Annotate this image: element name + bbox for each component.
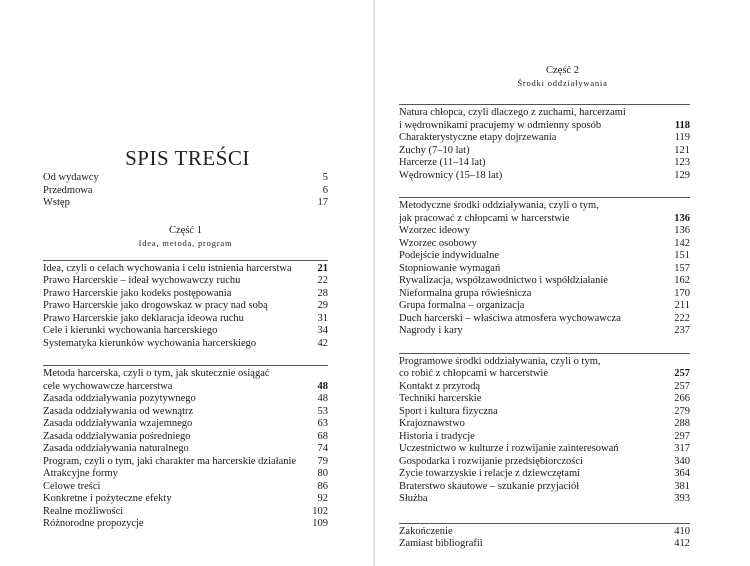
toc-entry-title: Zasada oddziaływania od wewnątrz xyxy=(43,405,194,417)
toc-entry-title: Zuchy (7–10 lat) xyxy=(399,144,470,156)
page-number: 410 xyxy=(674,525,690,537)
toc-entry-title: Zasada oddziaływania wzajemnego xyxy=(43,418,193,429)
section-natura-heading[interactable] xyxy=(399,107,690,132)
toc-entry-title: Prawo Harcerskie jako kodeks postępowania xyxy=(43,287,232,299)
section-heading-line: cele wychowawcze harcerstwa xyxy=(43,380,173,392)
part-2-subtitle: Środki oddziaływania xyxy=(517,78,608,88)
toc-entry-title: Zasada oddziaływania naturalnego xyxy=(43,443,189,454)
toc-entry-title: Wstęp xyxy=(43,197,70,208)
toc-entry[interactable] xyxy=(399,263,690,276)
page-number: 211 xyxy=(674,300,690,311)
toc-entry[interactable] xyxy=(399,468,690,481)
toc-entry[interactable] xyxy=(399,418,690,431)
section-heading-line: i wędrownikami pracujemy w odmienny sposób xyxy=(399,119,602,131)
toc-entry-title: Cele i kierunki wychowania harcerskiego xyxy=(43,325,218,336)
toc-entry[interactable] xyxy=(399,431,690,444)
toc-title: SPIS TREŚCI xyxy=(125,146,250,170)
page-number: 297 xyxy=(674,430,690,442)
page-number: 266 xyxy=(674,393,690,404)
toc-entry[interactable] xyxy=(399,288,690,301)
toc-entry[interactable] xyxy=(399,157,690,170)
page-number: 74 xyxy=(317,443,328,454)
page-number: 393 xyxy=(674,493,690,504)
page-number: 22 xyxy=(317,275,328,286)
page-number: 162 xyxy=(674,275,690,286)
page-number: 129 xyxy=(674,169,690,181)
toc-entry[interactable] xyxy=(399,132,690,145)
toc-entry[interactable] xyxy=(399,170,690,183)
page-number: 53 xyxy=(317,405,328,417)
section-metodyczne-heading[interactable] xyxy=(399,200,690,225)
toc-entry-title: Rywalizacja, współzawodnictwo i współdziałanie xyxy=(399,275,608,286)
toc-entry-title: Systematyka kierunków wychowania harcerskiego xyxy=(43,337,257,349)
toc-entry-title: Techniki harcerskie xyxy=(399,393,482,404)
toc-entry[interactable] xyxy=(399,406,690,419)
page-number: 257 xyxy=(674,380,690,392)
page-number: 86 xyxy=(317,480,328,492)
divider xyxy=(43,365,328,366)
divider xyxy=(399,104,690,105)
toc-entry-title: Wzorzec ideowy xyxy=(399,225,470,236)
page-number: 279 xyxy=(674,405,690,417)
toc-entry[interactable] xyxy=(399,481,690,494)
page-number: 80 xyxy=(317,468,328,479)
right-toc xyxy=(399,101,690,551)
toc-entry-title: Sport i kultura fizyczna xyxy=(399,405,498,417)
toc-entry-title: Harcerze (11–14 lat) xyxy=(399,157,486,168)
page-number: 364 xyxy=(674,468,690,479)
toc-entry[interactable] xyxy=(399,381,690,394)
toc-entry[interactable] xyxy=(399,393,690,406)
page-number: 48 xyxy=(317,380,328,392)
toc-entry-title: Kontakt z przyrodą xyxy=(399,380,481,392)
toc-entry[interactable] xyxy=(399,443,690,456)
page-number: 21 xyxy=(317,262,328,274)
section-programowe-heading[interactable] xyxy=(399,356,690,381)
toc-entry[interactable] xyxy=(399,300,690,313)
front-matter-list xyxy=(43,172,328,210)
toc-entry-title: Zasada oddziaływania pozytywnego xyxy=(43,393,196,404)
toc-entry[interactable] xyxy=(43,493,328,506)
toc-entry[interactable] xyxy=(43,481,328,494)
toc-entry-title: Prawo Harcerskie – ideał wychowawczy ruchu xyxy=(43,275,241,286)
toc-entry[interactable] xyxy=(399,526,690,539)
toc-entry[interactable] xyxy=(43,468,328,481)
toc-entry[interactable] xyxy=(43,185,328,198)
page-number: 119 xyxy=(674,132,690,143)
page-number: 17 xyxy=(317,197,328,208)
section-heading-line: Natura chłopca, czyli dlaczego z zuchami, harcerzami xyxy=(399,107,626,118)
toc-entry[interactable] xyxy=(43,518,328,531)
toc-entry[interactable] xyxy=(399,538,690,551)
toc-entry-title: Idea, czyli o celach wychowania i celu istnienia harcerstwa xyxy=(43,262,292,274)
page-number: 5 xyxy=(322,172,328,183)
section-idea-heading[interactable] xyxy=(43,263,328,276)
toc-entry[interactable] xyxy=(43,443,328,456)
toc-entry-title: Konkretne i pożyteczne efekty xyxy=(43,493,172,504)
page-number: 42 xyxy=(317,337,328,349)
section-metoda-heading[interactable] xyxy=(43,368,328,393)
toc-entry-title: Charakterystyczne etapy dojrzewania xyxy=(399,132,557,143)
toc-entry[interactable] xyxy=(43,431,328,444)
toc-entry-title: Celowe treści xyxy=(43,480,101,492)
toc-entry-title: Uczestnictwo w kulturze i rozwijanie zainteresowań xyxy=(399,443,619,454)
page-number: 29 xyxy=(317,300,328,311)
toc-entry-title: Służba xyxy=(399,493,428,504)
toc-entry-title: Prawo Harcerskie jako drogowskaz w pracy nad sobą xyxy=(43,300,268,311)
toc-entry[interactable] xyxy=(43,325,328,338)
toc-entry-title: Podejście indywidualne xyxy=(399,250,500,261)
page-number: 102 xyxy=(312,505,328,517)
page-number: 170 xyxy=(674,287,690,299)
page-number: 381 xyxy=(674,480,690,492)
part-2-heading: Część 2 xyxy=(546,65,579,76)
toc-entry-title: Wędrownicy (15–18 lat) xyxy=(399,169,503,181)
page-number: 79 xyxy=(317,455,328,467)
toc-entry[interactable] xyxy=(43,172,328,185)
toc-entry-title: Stopniowanie wymagań xyxy=(399,262,501,274)
toc-entry-title: Zamiast bibliografii xyxy=(399,538,483,549)
page-number: 222 xyxy=(674,312,690,324)
section-heading-line: Metodyczne środki oddziaływania, czyli o tym, xyxy=(399,200,599,211)
section-natura-list xyxy=(399,132,690,182)
part-2-header xyxy=(375,64,750,89)
toc-entry-title: Atrakcyjne formy xyxy=(43,468,118,479)
toc-entry-title: Duch harcerski – właściwa atmosfera wychowawcza xyxy=(399,312,621,324)
toc-entry-title: Zasada oddziaływania pośredniego xyxy=(43,430,191,442)
right-page xyxy=(375,0,750,566)
toc-entry[interactable] xyxy=(43,506,328,519)
toc-entry[interactable] xyxy=(43,275,328,288)
toc-entry-title: Grupa formalna – organizacja xyxy=(399,300,525,311)
page-number: 118 xyxy=(674,119,690,131)
toc-entry-title: Przedmowa xyxy=(43,184,93,196)
section-heading-title: Program, czyli o tym, jaki charakter ma harcerskie działanie xyxy=(43,455,297,467)
page-number: 28 xyxy=(317,287,328,299)
section-heading-line: Metoda harcerska, czyli o tym, jak skutecznie osiągać xyxy=(43,368,270,379)
page-number: 121 xyxy=(674,144,690,156)
page-number: 109 xyxy=(312,518,328,529)
toc-entry[interactable] xyxy=(43,300,328,313)
toc-entry-title: Gospodarka i rozwijanie przedsiębiorczości xyxy=(399,455,583,467)
page-number: 63 xyxy=(317,418,328,429)
divider xyxy=(399,523,690,524)
toc-entry[interactable] xyxy=(43,393,328,406)
page-number: 412 xyxy=(674,538,690,549)
page-number: 136 xyxy=(674,212,690,224)
toc-entry[interactable] xyxy=(399,493,690,506)
toc-entry[interactable] xyxy=(43,288,328,301)
toc-entry[interactable] xyxy=(399,275,690,288)
divider xyxy=(399,197,690,198)
toc-entry[interactable] xyxy=(43,338,328,351)
toc-entry[interactable] xyxy=(43,197,328,210)
section-program-list xyxy=(43,468,328,531)
part-1-heading: Część 1 xyxy=(169,224,202,236)
page-number: 123 xyxy=(674,157,690,168)
toc-entry[interactable] xyxy=(43,313,328,326)
toc-entry-title: Życie towarzyskie i relacje z dziewczętami xyxy=(399,468,581,479)
page-number: 237 xyxy=(674,325,690,336)
page-number: 92 xyxy=(317,493,328,504)
toc-entry-title: Prawo Harcerskie jako deklaracja ideowa ruchu xyxy=(43,312,244,324)
toc-entry-title: Wzorzec osobowy xyxy=(399,237,477,249)
page-number: 136 xyxy=(674,225,690,236)
section-heading-line: Programowe środki oddziaływania, czyli o tym, xyxy=(399,355,601,367)
toc-entry-title: Nieformalna grupa rówieśnicza xyxy=(399,287,532,299)
page-number: 142 xyxy=(674,237,690,249)
divider xyxy=(43,260,328,261)
section-heading-line: jak pracować z chłopcami w harcerstwie xyxy=(399,212,570,224)
section-metoda-list xyxy=(43,393,328,456)
page-number: 48 xyxy=(317,393,328,404)
divider xyxy=(399,353,690,354)
page-number: 157 xyxy=(674,262,690,274)
page-number: 34 xyxy=(317,325,328,336)
toc-entry-title: Od wydawcy xyxy=(43,172,99,183)
toc-entry-title: Realne możliwości xyxy=(43,505,124,517)
section-programowe-list xyxy=(399,381,690,506)
page-number: 288 xyxy=(674,418,690,429)
toc-entry[interactable] xyxy=(399,313,690,326)
page-number: 317 xyxy=(674,443,690,454)
toc-entry[interactable] xyxy=(399,250,690,263)
toc-entry[interactable] xyxy=(399,145,690,158)
page-number: 6 xyxy=(322,184,328,196)
toc-entry-title: Różnorodne propozycje xyxy=(43,518,144,529)
toc-entry[interactable] xyxy=(399,456,690,469)
page-number: 68 xyxy=(317,430,328,442)
section-heading-line: co robić z chłopcami w harcerstwie xyxy=(399,368,548,379)
end-matter-list xyxy=(399,526,690,551)
toc-entry[interactable] xyxy=(43,418,328,431)
toc-entry-title: Nagrody i kary xyxy=(399,325,463,336)
page-number: 340 xyxy=(674,455,690,467)
toc-entry-title: Krajoznawstwo xyxy=(399,418,465,429)
section-program-heading[interactable] xyxy=(43,456,328,469)
toc-entry[interactable] xyxy=(399,225,690,238)
page-number: 257 xyxy=(674,368,690,379)
toc-entry[interactable] xyxy=(43,406,328,419)
part-1-subtitle: Idea, metoda, program xyxy=(138,237,233,248)
page-number: 31 xyxy=(317,312,328,324)
toc-entry-title: Braterstwo skautowe – szukanie przyjaciół xyxy=(399,480,580,492)
section-metodyczne-list xyxy=(399,225,690,338)
section-idea-list xyxy=(43,263,328,351)
toc-entry-title: Historia i tradycje xyxy=(399,430,475,442)
toc-entry[interactable] xyxy=(399,238,690,251)
left-toc xyxy=(43,172,328,531)
toc-entry-title: Zakończenie xyxy=(399,525,453,537)
page-number: 151 xyxy=(674,250,690,261)
toc-entry[interactable] xyxy=(399,325,690,338)
